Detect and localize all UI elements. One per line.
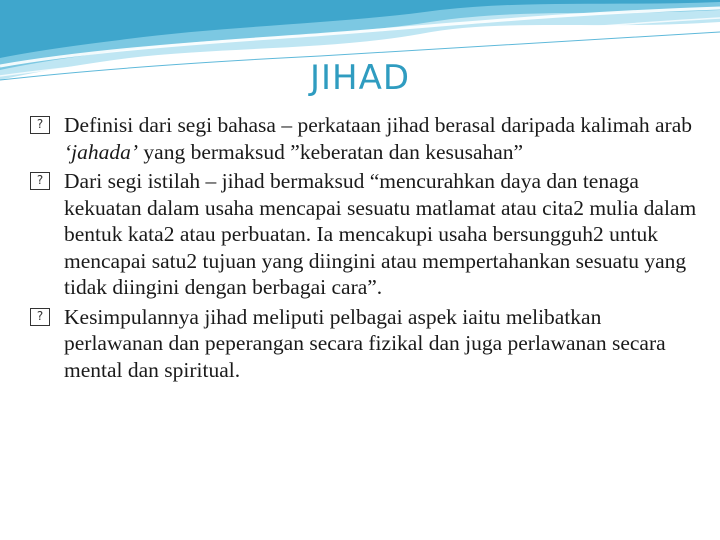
replacement-glyph-icon: ? [30,116,50,134]
bullet-text: Dari segi istilah – jihad bermaksud “mencurahkan daya dan tenaga kekuatan dalam usaha mencapai sesuatu matlamat atau cita2 mulia dalam bentuk kata2 atau perbuatan. Ia mencakupi usaha bersungguh2 untuk mencapai satu2 tujuan yang diingini atau mempertahankan sesuatu yang tidak diingini dengan berbagai cara”. [64,169,697,299]
bullet-text-continued: yang bermaksud ”keberatan dan kesusahan” [138,139,524,164]
bullet-list [20,112,700,386]
bullet-item [20,112,700,165]
bullet-item [20,304,700,384]
replacement-glyph-icon: ? [30,172,50,190]
bullet-text: Definisi dari segi bahasa – perkataan jihad berasal daripada kalimah arab [64,113,693,137]
replacement-glyph-icon: ? [30,308,50,326]
bullet-item [20,168,700,301]
bullet-text: Kesimpulannya jihad meliputi pelbagai aspek iaitu melibatkan perlawanan dan peperangan secara fizikal dan juga perlawanan secara mental dan spiritual. [64,304,666,382]
bullet-italic-term: ‘jahada’ [64,139,139,164]
slide-title: JIHAD [309,58,411,98]
